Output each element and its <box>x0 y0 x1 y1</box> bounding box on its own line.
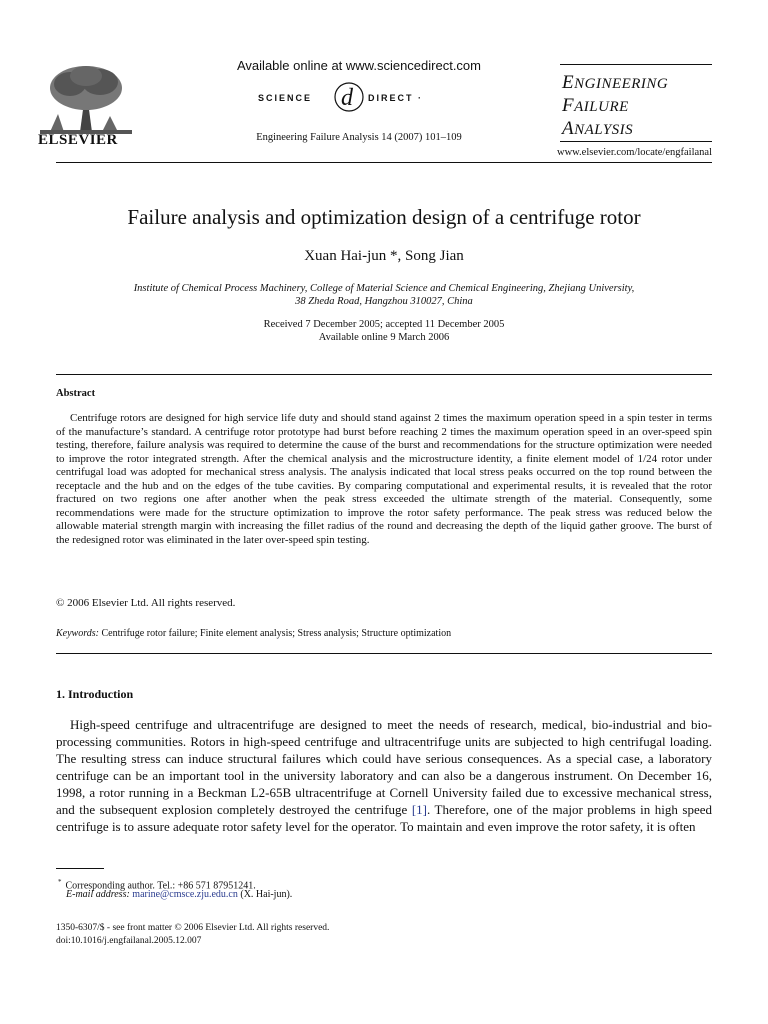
received-date: Received 7 December 2005; accepted 11 December 2005 <box>263 319 505 330</box>
journal-title-line-1: ENGINEERING <box>562 72 669 93</box>
intro-text-part-2: . Therefore, one of the major problems in high speed centrifuge is to assure adequate rotor safety level for the operator. To maintain and even improve the rotor safety, it is often <box>56 802 712 834</box>
abstract-text: Centrifuge rotors are designed for high service life duty and should stand against 2 times the maximum operation speed in a spin tester in terms of the manufacture’s standard. A centrifuge rotor prototype had burst before reaching 2 times the maximum operation speed in an over-speed spin testing, therefore, failure analysis was required to determine the cause of the burst and recommendations for the structure optimization were needed to improve the rotor integrated strength. After the chemical analysis and the microstructure identity, a finite element model of 1/24 rotor under centrifugal load was adopted for mechanical stress analysis. The analysis indicated that local stress peaks occurred on the top round between the receptacle and the hub and on the edges of the tube cavities. By comparing computational and experimental results, it is revealed that the rotor fractured on two regions one after another when the peak stress exceeded the ultimate strength of the material. Consequently, some recommendations were made for the structure optimization to improve the rotor safety performance. The peak stress was reduced below the allowable material strength margin with increasing the fillet radius of the round and decreasing the depth of the liquid gather groove. The burst of the redesigned rotor was eliminated in the later over-speed spin testing. <box>56 412 712 546</box>
journal-title-line-3: ANALYSIS <box>562 118 634 139</box>
abstract-copyright: © 2006 Elsevier Ltd. All rights reserved. <box>56 597 236 609</box>
available-online-text: Available online at www.sciencedirect.com <box>237 58 481 73</box>
abstract-heading: Abstract <box>56 388 96 399</box>
journal-reference: Engineering Failure Analysis 14 (2007) 101–109 <box>256 132 462 143</box>
email-label: E-mail address: <box>66 889 130 900</box>
svg-text:d: d <box>341 85 353 111</box>
journal-title-line-2: FAILURE <box>562 95 629 116</box>
keywords <box>56 628 451 639</box>
keywords-list: Centrifuge rotor failure; Finite element analysis; Stress analysis; Structure optimization <box>101 628 452 639</box>
doi-line[interactable]: doi:10.1016/j.engfailanal.2005.12.007 <box>56 936 202 946</box>
corresponding-author: Corresponding author. Tel.: +86 571 87951241. <box>65 880 256 892</box>
section-heading-introduction: 1. Introduction <box>56 687 134 701</box>
author-affiliation <box>80 282 688 308</box>
email-suffix: (X. Hai-jun). <box>237 889 293 900</box>
svg-text:SCIENCE: SCIENCE <box>258 93 313 103</box>
citation-link[interactable]: [1] <box>411 802 427 817</box>
article-title: Failure analysis and optimization design of a centrifuge rotor <box>127 205 641 229</box>
available-date: Available online 9 March 2006 <box>318 332 450 343</box>
affiliation-line-2: 38 Zheda Road, Hangzhou 310027, China <box>295 296 473 307</box>
journal-url[interactable]: www.elsevier.com/locate/engfailanal <box>556 147 712 158</box>
footnote-email <box>66 889 292 900</box>
footnote-marker: * <box>58 878 62 886</box>
svg-text:DIRECT ·: DIRECT · <box>368 93 423 103</box>
issn-doi <box>56 922 329 948</box>
intro-text-part-1: High-speed centrifuge and ultracentrifuge are designed to meet the needs of research, medical, bio-industrial and bio-processing communities. Rotors in high-speed centrifuge and ultracentrifuge units are subjected to high centrifugal loading. The resulting stress can induce structural failures which could have serious consequences. As a special case, a laboratory centrifuge can be an important tool in the university laboratory and can also be a dangerous instrument. On December 16, 1998, a rotor running in a Beckman L2-65B ultracentrifuge at Cornell University failed due to excessive mechanical stress, and the subsequent explosion completely destroyed the centrifuge <box>56 717 712 817</box>
footnote-rule <box>56 868 104 869</box>
sciencedirect-logo <box>246 80 446 114</box>
email-link[interactable]: marine@cmsce.zju.edu.cn <box>132 889 238 900</box>
abstract-top-rule <box>56 374 712 375</box>
issn-line: 1350-6307/$ - see front matter © 2006 Elsevier Ltd. All rights reserved. <box>56 923 330 933</box>
journal-title <box>562 72 668 141</box>
publisher-name: ELSEVIER <box>38 132 118 148</box>
article-dates <box>0 318 768 344</box>
journal-title-top-rule <box>560 64 712 65</box>
journal-title-bottom-rule <box>560 141 712 142</box>
keywords-label: Keywords: <box>56 628 99 639</box>
abstract-bottom-rule <box>56 653 712 654</box>
article-authors: Xuan Hai-jun *, Song Jian <box>304 248 464 264</box>
header-rule <box>56 162 712 163</box>
affiliation-line-1: Institute of Chemical Process Machinery, College of Material Science and Chemical Engineering, Zhejiang University, <box>133 283 635 294</box>
introduction-text <box>56 716 712 835</box>
